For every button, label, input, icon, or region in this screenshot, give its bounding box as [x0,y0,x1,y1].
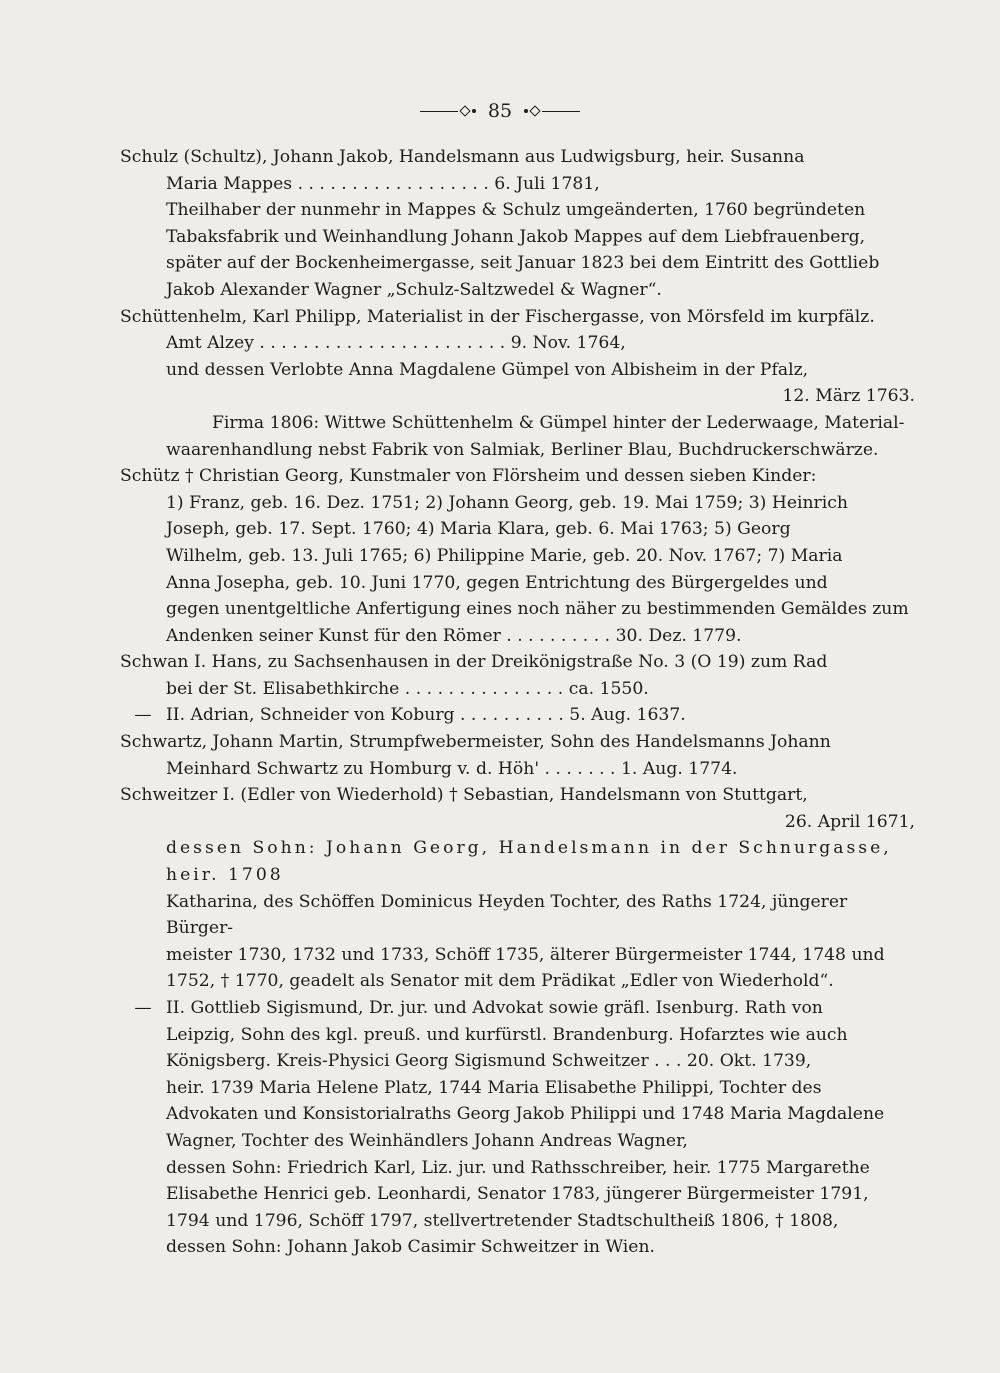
entry-schuetz: Schütz † Christian Georg, Kunstmaler von Flörsheim und dessen sieben Kinder: [120,466,817,487]
entry-schwartz: Schwartz, Johann Martin, Strumpfwebermeister, Sohn des Handelsmanns Johann [120,732,831,753]
text-line: Meinhard Schwartz zu Homburg v. d. Höh' . . . . . . . 1. Aug. 1774. [166,758,738,779]
text-line: später auf der Bockenheimergasse, seit Januar 1823 bei dem Eintritt des Gottlieb [166,253,880,274]
line-text: II. Gottlieb Sigismund, Dr. jur. und Advokat sowie gräfl. Isenburg. Rath von [166,998,823,1018]
text-line: meister 1730, 1732 und 1733, Schöff 1735, älterer Bürgermeister 1744, 1748 und [166,944,885,965]
text-line: waarenhandlung nebst Fabrik von Salmiak, Berliner Blau, Buchdruckerschwärze. [166,439,879,460]
text-line: heir. 1739 Maria Helene Platz, 1744 Maria Elisabethe Philippi, Tochter des [166,1077,822,1098]
entry-schweitzer: Schweitzer I. (Edler von Wiederhold) † Sebastian, Handelsmann von Stuttgart, [120,785,808,806]
page-header [0,100,1000,122]
line-text: II. Adrian, Schneider von Koburg . . . . . . . . . . 5. Aug. 1637. [166,705,686,726]
text-line: dessen Sohn: Johann Georg, Handelsmann in der Schnurgasse, heir. 1708 [166,838,892,886]
text-line: Jakob Alexander Wagner „Schulz-Saltzwedel & Wagner“. [166,279,662,300]
text-line: Tabaksfabrik und Weinhandlung Johann Jakob Mappes auf dem Liebfrauenberg, [166,226,866,247]
text-line: Advokaten und Konsistorialraths Georg Jakob Philippi und 1748 Maria Magdalene [166,1104,885,1125]
entry-schwan: Schwan I. Hans, zu Sachsenhausen in der Dreikönigstraße No. 3 (O 19) zum Rad [120,652,828,673]
text-line: Schulz (Schultz), Johann Jakob, Handelsmann aus Ludwigsburg, heir. Susanna [120,147,805,167]
text-line: und dessen Verlobte Anna Magdalene Gümpel von Albisheim in der Pfalz, [166,359,809,380]
text-line: Königsberg. Kreis-Physici Georg Sigismund Schweitzer . . . 20. Okt. 1739, [166,1051,812,1072]
text-line: Theilhaber der nunmehr in Mappes & Schulz umgeänderten, 1760 begründeten [166,200,866,221]
entry-schuettenhelm: Schüttenhelm, Karl Philipp, Materialist in der Fischergasse, von Mörsfeld im kurpfälz. [120,306,875,327]
text-line: 1752, † 1770, geadelt als Senator mit dem Prädikat „Edler von Wiederhold“. [166,971,834,992]
text-body [120,144,915,1261]
text-line: Leipzig, Sohn des kgl. preuß. und kurfürstl. Brandenburg. Hofarztes wie auch [166,1024,848,1045]
text-line: Elisabethe Henrici geb. Leonhardi, Senator 1783, jüngerer Bürgermeister 1791, [166,1184,869,1205]
text-line: gegen unentgeltliche Anfertigung eines noch näher zu bestimmenden Gemäldes zum [166,599,909,620]
left-ornament [420,107,476,115]
text-line: Katharina, des Schöffen Dominicus Heyden Tochter, des Raths 1724, jüngerer Bürger- [166,891,848,939]
text-line: Wagner, Tochter des Weinhändlers Johann Andreas Wagner, [166,1130,688,1151]
text-line: dessen Sohn: Friedrich Karl, Liz. jur. und Rathsschreiber, heir. 1775 Margarethe [166,1157,870,1178]
text-line [120,702,915,729]
text-line [120,995,915,1022]
page-number: 85 [487,100,513,122]
dash-mark: — [134,705,152,726]
text-line: Anna Josepha, geb. 10. Juni 1770, gegen Entrichtung des Bürgergeldes und [166,572,828,593]
text-line: Firma 1806: Wittwe Schüttenhelm & Gümpel hinter der Lederwaage, Material- [212,412,905,433]
text-line: Wilhelm, geb. 13. Juli 1765; 6) Philippine Marie, geb. 20. Nov. 1767; 7) Maria [166,545,843,566]
text-line: Joseph, geb. 17. Sept. 1760; 4) Maria Klara, geb. 6. Mai 1763; 5) Georg [166,519,791,540]
entry-schulz [120,144,915,171]
dash-mark: — [134,998,152,1018]
text-line: 1794 und 1796, Schöff 1797, stellvertretender Stadtschultheiß 1806, † 1808, [166,1210,839,1231]
text-line: dessen Sohn: Johann Jakob Casimir Schweitzer in Wien. [166,1237,656,1258]
text-line: Maria Mappes . . . . . . . . . . . . . . . . . . 6. Juli 1781, [166,173,600,194]
text-line: 1) Franz, geb. 16. Dez. 1751; 2) Johann Georg, geb. 19. Mai 1759; 3) Heinrich [166,492,848,513]
text-line: Amt Alzey . . . . . . . . . . . . . . . . . . . . . . . 9. Nov. 1764, [166,333,626,354]
text-line: Andenken seiner Kunst für den Römer . . . . . . . . . . 30. Dez. 1779. [166,625,742,646]
right-ornament [524,107,580,115]
text-line: 26. April 1671, [784,811,915,832]
text-line: bei der St. Elisabethkirche . . . . . . . . . . . . . . . ca. 1550. [166,678,649,699]
text-line: 12. März 1763. [782,386,915,407]
